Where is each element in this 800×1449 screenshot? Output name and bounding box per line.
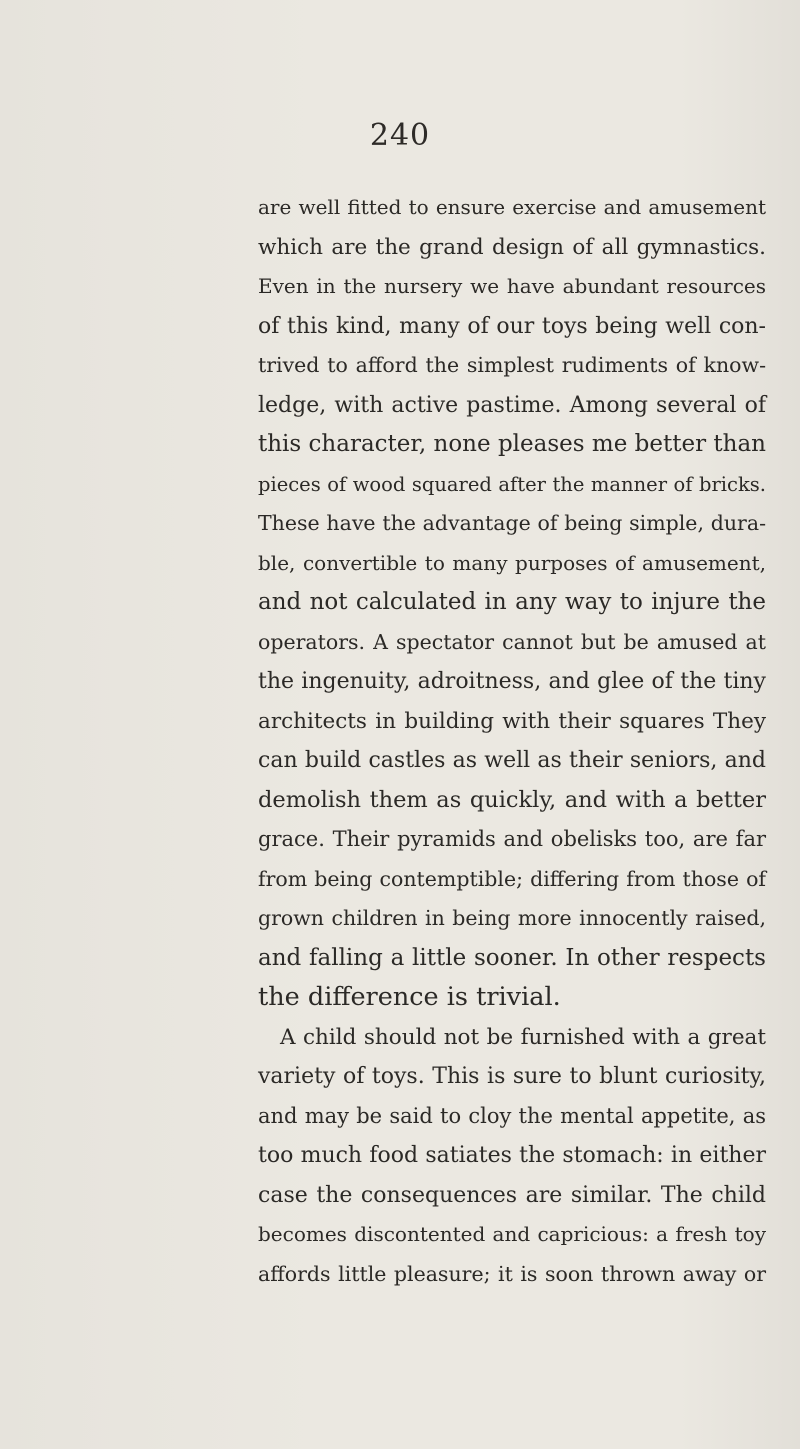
text-line: grown children in being more innocently raised, <box>258 906 766 930</box>
paragraph-1 <box>258 188 766 1018</box>
text-line: pieces of wood squared after the manner of bricks. <box>258 472 766 496</box>
body-text <box>258 188 766 1294</box>
text-line: These have the advantage of being simple, dura- <box>258 511 766 535</box>
text-line: Even in the nursery we have abundant resources <box>258 274 766 298</box>
text-line: from being contemptible; differing from those of <box>258 866 766 891</box>
text-line: case the consequences are similar. The child <box>258 1182 766 1208</box>
text-line: are well fitted to ensure exercise and amusement <box>258 195 766 219</box>
text-line: operators. A spectator cannot but be amused at <box>258 629 766 654</box>
page-number: 240 <box>369 118 431 153</box>
text-line: becomes discontented and capricious: a fresh toy <box>258 1222 766 1246</box>
text-line: trived to afford the simplest rudiments of know- <box>258 353 766 377</box>
text-line: and not calculated in any way to injure the <box>258 589 766 615</box>
text-line: the difference is trivial. <box>258 982 561 1012</box>
text-line: grace. Their pyramids and obelisks too, are far <box>258 827 766 851</box>
text-line: this character, none pleases me better than <box>258 431 766 457</box>
text-line: demolish them as quickly, and with a better <box>258 786 766 813</box>
text-line: ble, convertible to many purposes of amusement, <box>258 550 766 575</box>
text-line: affords little pleasure; it is soon thrown away or <box>258 1261 766 1286</box>
text-line: and may be said to cloy the mental appetite, as <box>258 1103 766 1128</box>
text-line: which are the grand design of all gymnastics. <box>258 234 766 260</box>
paragraph-2 <box>258 1018 766 1295</box>
text-line: and falling a little sooner. In other respects <box>258 944 766 971</box>
text-line: the ingenuity, adroitness, and glee of the tiny <box>258 669 766 694</box>
text-line: A child should not be furnished with a great <box>280 1024 766 1050</box>
text-line: too much food satiates the stomach: in either <box>258 1143 766 1168</box>
text-line: architects in building with their squares They <box>258 708 766 734</box>
text-line: variety of toys. This is sure to blunt curiosity, <box>258 1064 766 1089</box>
text-line: ledge, with active pastime. Among several of <box>258 392 766 418</box>
text-line: of this kind, many of our toys being well con- <box>258 313 766 339</box>
text-line: can build castles as well as their seniors, and <box>258 748 766 773</box>
